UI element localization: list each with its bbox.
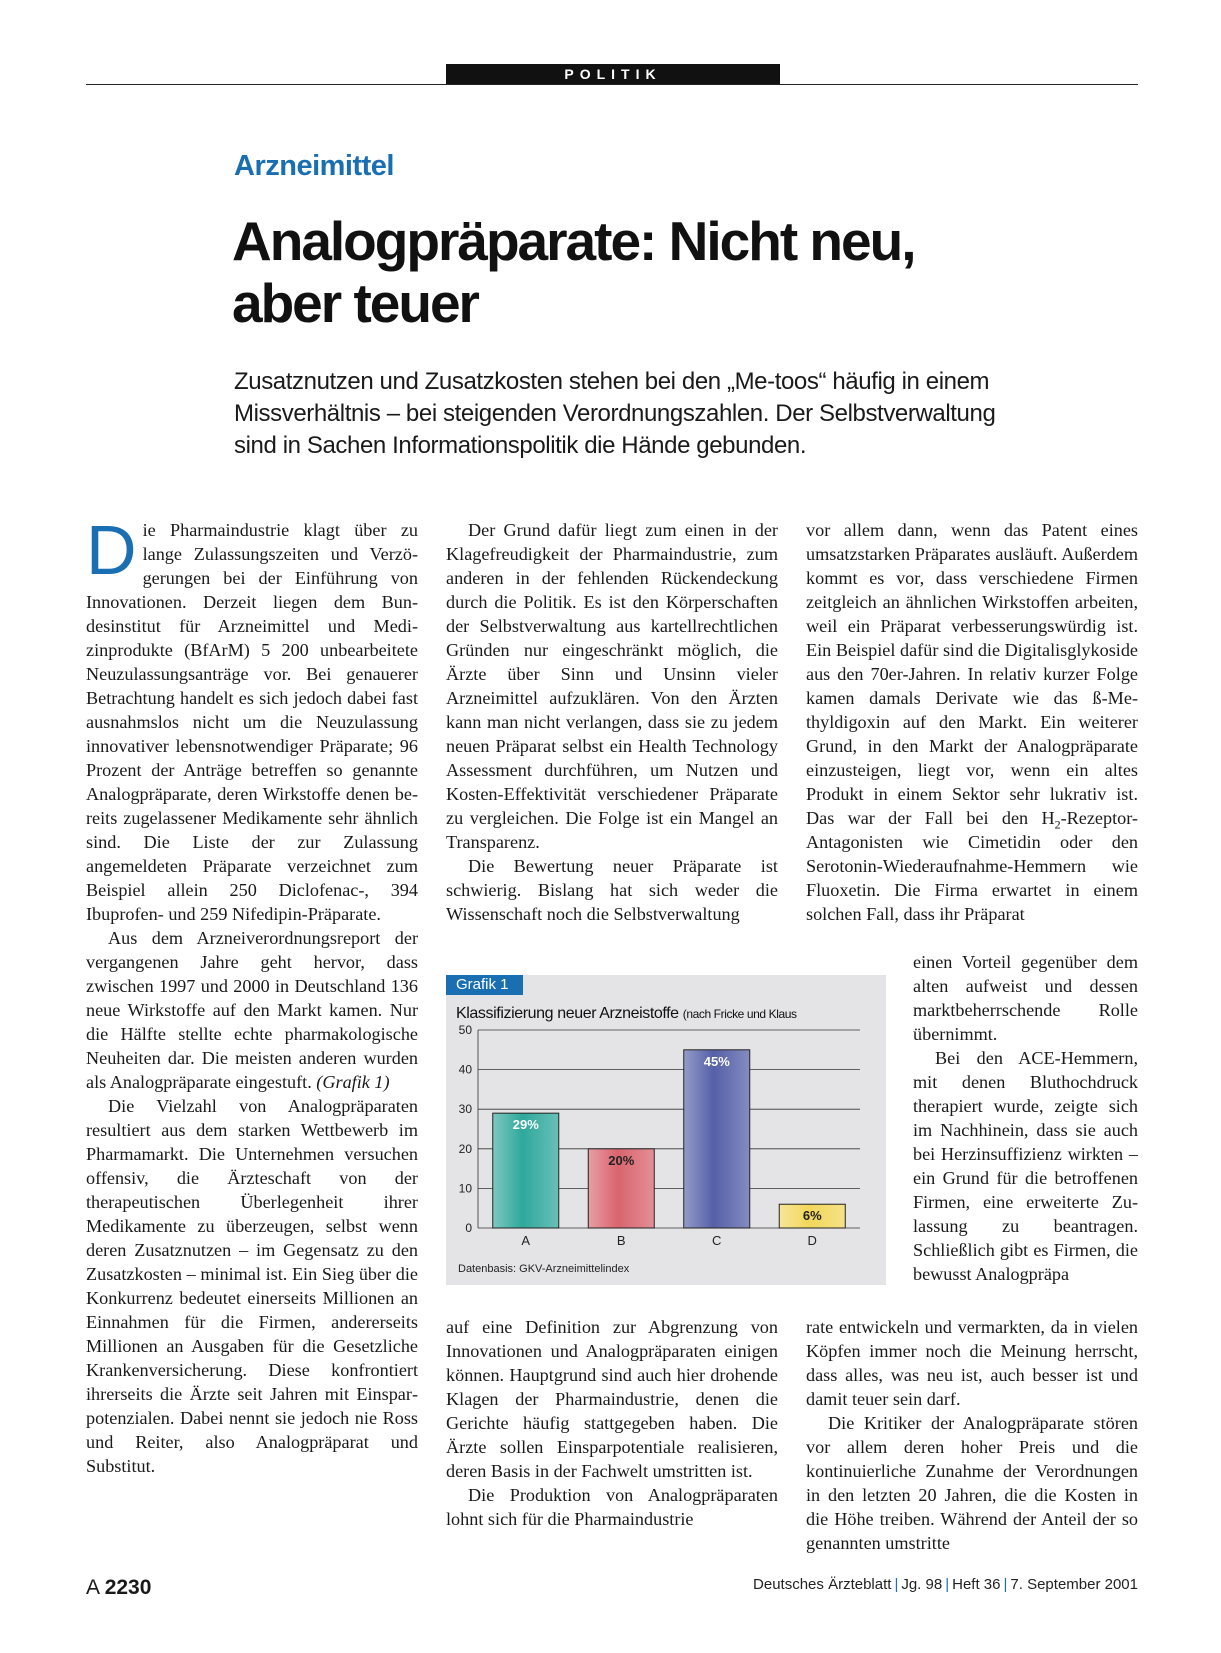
journal-name: Deutsches Ärzteblatt (753, 1576, 892, 1593)
paragraph: auf eine Definition zur Abgrenzung von Innovationen und Analogpräparaten einigen können. Hauptgrund sind auch hier drohende Klagen der Pharmaindustrie, denen die Gerichte häufig stattgegeben haben. Die Ärzte sollen Einsparpotentiale realisieren, deren Basis in der Fachwelt umstritten ist. (446, 1317, 778, 1481)
figure-grafik-1 (446, 975, 886, 1285)
paragraph: Der Grund dafür liegt zum einen in der Klagefreudigkeit der Pharmaindustrie, zum anderen in der fehlenden Rückendeckung durch die Politik. Es ist den Körperschaften der Selbstverwaltung aus kartellrechtlichen Gründen nur eingeschränkt möglich, die Ärzte über Sinn und Unsinn vieler Arzneimittel aufzuklären. Von den Ärzten kann man nicht verlangen, dass sie zu jedem neuen Präparat selbst ein Health Technology Assessment durchführen, um Nutzen und Kosten-Effektivität verschiedener Präparate zu vergleichen. Die Folge ist ein Mangel an Transparenz. (446, 520, 778, 852)
y-tick-label: 30 (458, 1102, 472, 1117)
bar-chart (446, 975, 886, 1285)
column-2-top (446, 518, 778, 926)
x-tick-label: C (712, 1233, 722, 1248)
journal-date: 7. September 2001 (1010, 1576, 1138, 1593)
journal-volume: Jg. 98 (901, 1576, 943, 1593)
section-label: POLITIK (446, 64, 780, 84)
figure-title-text: Klassifizierung neuer Arzneistoffe (456, 1005, 679, 1022)
headline-line-2: aber teuer (232, 272, 478, 334)
column-3-top (806, 518, 1138, 926)
drop-cap: D (86, 511, 137, 589)
article-kicker: Arzneimittel (234, 150, 394, 182)
journal-issue: Heft 36 (952, 1576, 1001, 1593)
x-tick-label: D (807, 1233, 817, 1248)
paragraph: Die Vielzahl von Analogpräparaten resultiert aus dem starken Wettbewerb im Pharmamarkt. Die Unternehmen versuchen offensiv, die Ärzteschaft von der therapeutischen Überlegenheit ihrer Medikamente zu überzeugen, selbst wenn deren Zusatznutzen – im Gegensatz zu den Zusatzkosten – minimal ist. Ein Sieg über die Konkurrenz bedeutet einerseits Millionen an Einnahmen für die Firmen, andererseits Millionen an Ausgaben für die Gesetzliche Krankenversicherung. Diese konfrontiert ihrerseits die Ärzte seit Jahren mit Einsparpotenzialen. Dabei nennt sie jedoch nie Ross und Reiter, also Analogpräparat und Substitut. (86, 1096, 418, 1476)
x-tick-label: B (616, 1233, 626, 1248)
data-label: 45% (703, 1053, 730, 1069)
column-1 (86, 511, 418, 1478)
figure-reference: (Grafik 1) (316, 1072, 390, 1092)
figure-tag: Grafik 1 (446, 975, 523, 995)
page-number-value: 2230 (104, 1576, 152, 1599)
x-tick-label: A (521, 1233, 531, 1248)
column-3-narrow (913, 950, 1138, 1286)
paragraph-text: Aus dem Arzneiverordnungsreport der vergangenen Jahre geht hervor, dass zwischen 1997 und 2000 in Deutschland 136 neue Wirkstoffe auf den Markt kamen. Nur die Hälfte stellte echte pharmakologische Neuheiten dar. Die meisten anderen wurden als Analogpräparate eingestuft. (86, 928, 418, 1092)
paragraph: einen Vorteil gegenüber dem alten aufweist und dessen marktbeherrschende Rolle übernimmt. (913, 952, 1138, 1044)
paragraph: Die Kritiker der Analogpräparate stören vor allem deren hoher Preis und die kontinuierliche Zunahme der Verordnungen in den letzten 20 Jahren, die die Kosten in die Höhe treiben. Während der Anteil der so genannten umstritte (806, 1413, 1138, 1553)
data-label: 20% (608, 1152, 635, 1168)
paragraph (86, 511, 418, 926)
page-prefix: A (86, 1576, 99, 1599)
column-2-bottom (446, 1315, 778, 1531)
bar-C (684, 1050, 750, 1228)
y-tick-label: 20 (458, 1141, 472, 1156)
y-tick-label: 40 (458, 1062, 472, 1077)
y-tick-label: 50 (458, 1023, 472, 1037)
y-tick-label: 10 (458, 1181, 472, 1196)
page-number (86, 1576, 151, 1600)
paragraph-text: vor allem dann, wenn das Patent eines umsatzstarken Präparates ausläuft. Außerdem kommt es vor, dass verschiedene Firmen zeitgleich an ähnlichen Wirkstoffen arbeiten, weil ein Präparat verbesserungswürdig ist. Ein Beispiel dafür sind die Digitalisglykoside aus den 70er-Jahren. In relativ kurzer Folge kamen damals Derivate wie das ß-Methyldigoxin auf den Markt. Ein weiterer Grund, in den Markt der Analogpräparate einzusteigen, liegt vor, wenn ein altes Produkt in einem Sektor sehr lukrativ ist. Das war der Fall bei den H (806, 520, 1138, 828)
header-rule (86, 84, 1138, 85)
data-label: 29% (512, 1117, 539, 1133)
journal-info: Deutsches Ärzteblatt | Jg. 98 | Heft 36 | 7. September 2001 (753, 1576, 1138, 1593)
article-headline (232, 210, 1132, 334)
article-standfirst: Zusatznutzen und Zusatzkosten stehen bei den „Me-toos“ häufig in einem Missverhältnis – bei steigenden Verordnungszahlen. Der Selbstverwaltung sind in Sachen Informationspolitik die Hände gebunden. (234, 368, 996, 459)
paragraph (86, 926, 418, 1094)
data-label: 6% (802, 1208, 822, 1224)
paragraph-text: -Rezeptor-Antagonisten wie Cimetidin oder den Serotonin-Wiederaufnahme-Hemmern wie Fluoxetin. Die Firma erwartet in einem solchen Fall, dass ihr Präparat (806, 808, 1138, 924)
subscript: 2 (1054, 817, 1061, 832)
paragraph: Die Bewertung neuer Präparate ist schwierig. Bislang hat sich weder die Wissenschaft noch die Selbstverwaltung (446, 856, 778, 924)
figure-source: Datenbasis: GKV-Arzneimittelindex (458, 1263, 630, 1275)
y-tick-label: 0 (465, 1221, 472, 1235)
paragraph (806, 518, 1138, 926)
column-3-bottom (806, 1315, 1138, 1555)
headline-line-1: Analogpräparate: Nicht neu, (232, 210, 915, 272)
paragraph: Bei den ACE-Hemmern, mit denen Bluthochdruck therapiert wurde, zeigte sich im Nachhinein, dass sie auch bei Herzinsuffizienz wirkten – ein Grund für die betroffenen Firmen, eine erweiterte Zulassung zu beantragen. Schließlich gibt es Firmen, die bewusst Analogpräpa (913, 1048, 1138, 1284)
paragraph: Die Produktion von Analogpräparaten lohnt sich für die Pharmaindustrie (446, 1485, 778, 1529)
paragraph: rate entwickeln und vermarkten, da in vielen Köpfen immer noch die Meinung herrscht, dass alles, was neu ist, auch besser ist und damit teuer sein darf. (806, 1317, 1138, 1409)
figure-title-note: (nach Fricke und Klaus (682, 1007, 797, 1021)
paragraph-text: ie Pharmaindustrie klagt über zu lange Zulassungszeiten und Verzögerungen bei der Einführung von Innovationen. Derzeit liegen dem Bundesinstitut für Arzneimittel und Medizinprodukte (BfArM) 5 200 unbearbeitete Neuzulassungsanträge vor. Bei genauerer Betrachtung handelt es sich jedoch dabei fast ausnahmslos nicht um die Neuzulassung innovativer lebensnotwendiger Präparate; 96 Prozent der Anträge betreffen so genannte Analogpräparate, deren Wirkstoffe denen bereits zugelassener Medikamente sehr ähnlich sind. Die Liste der zur Zulassung angemeldeten Präparate verzeichnet zum Beispiel allein 250 Diclofenac-, 394 Ibuprofen- und 259 Nifedipin-Präparate. (86, 520, 418, 924)
